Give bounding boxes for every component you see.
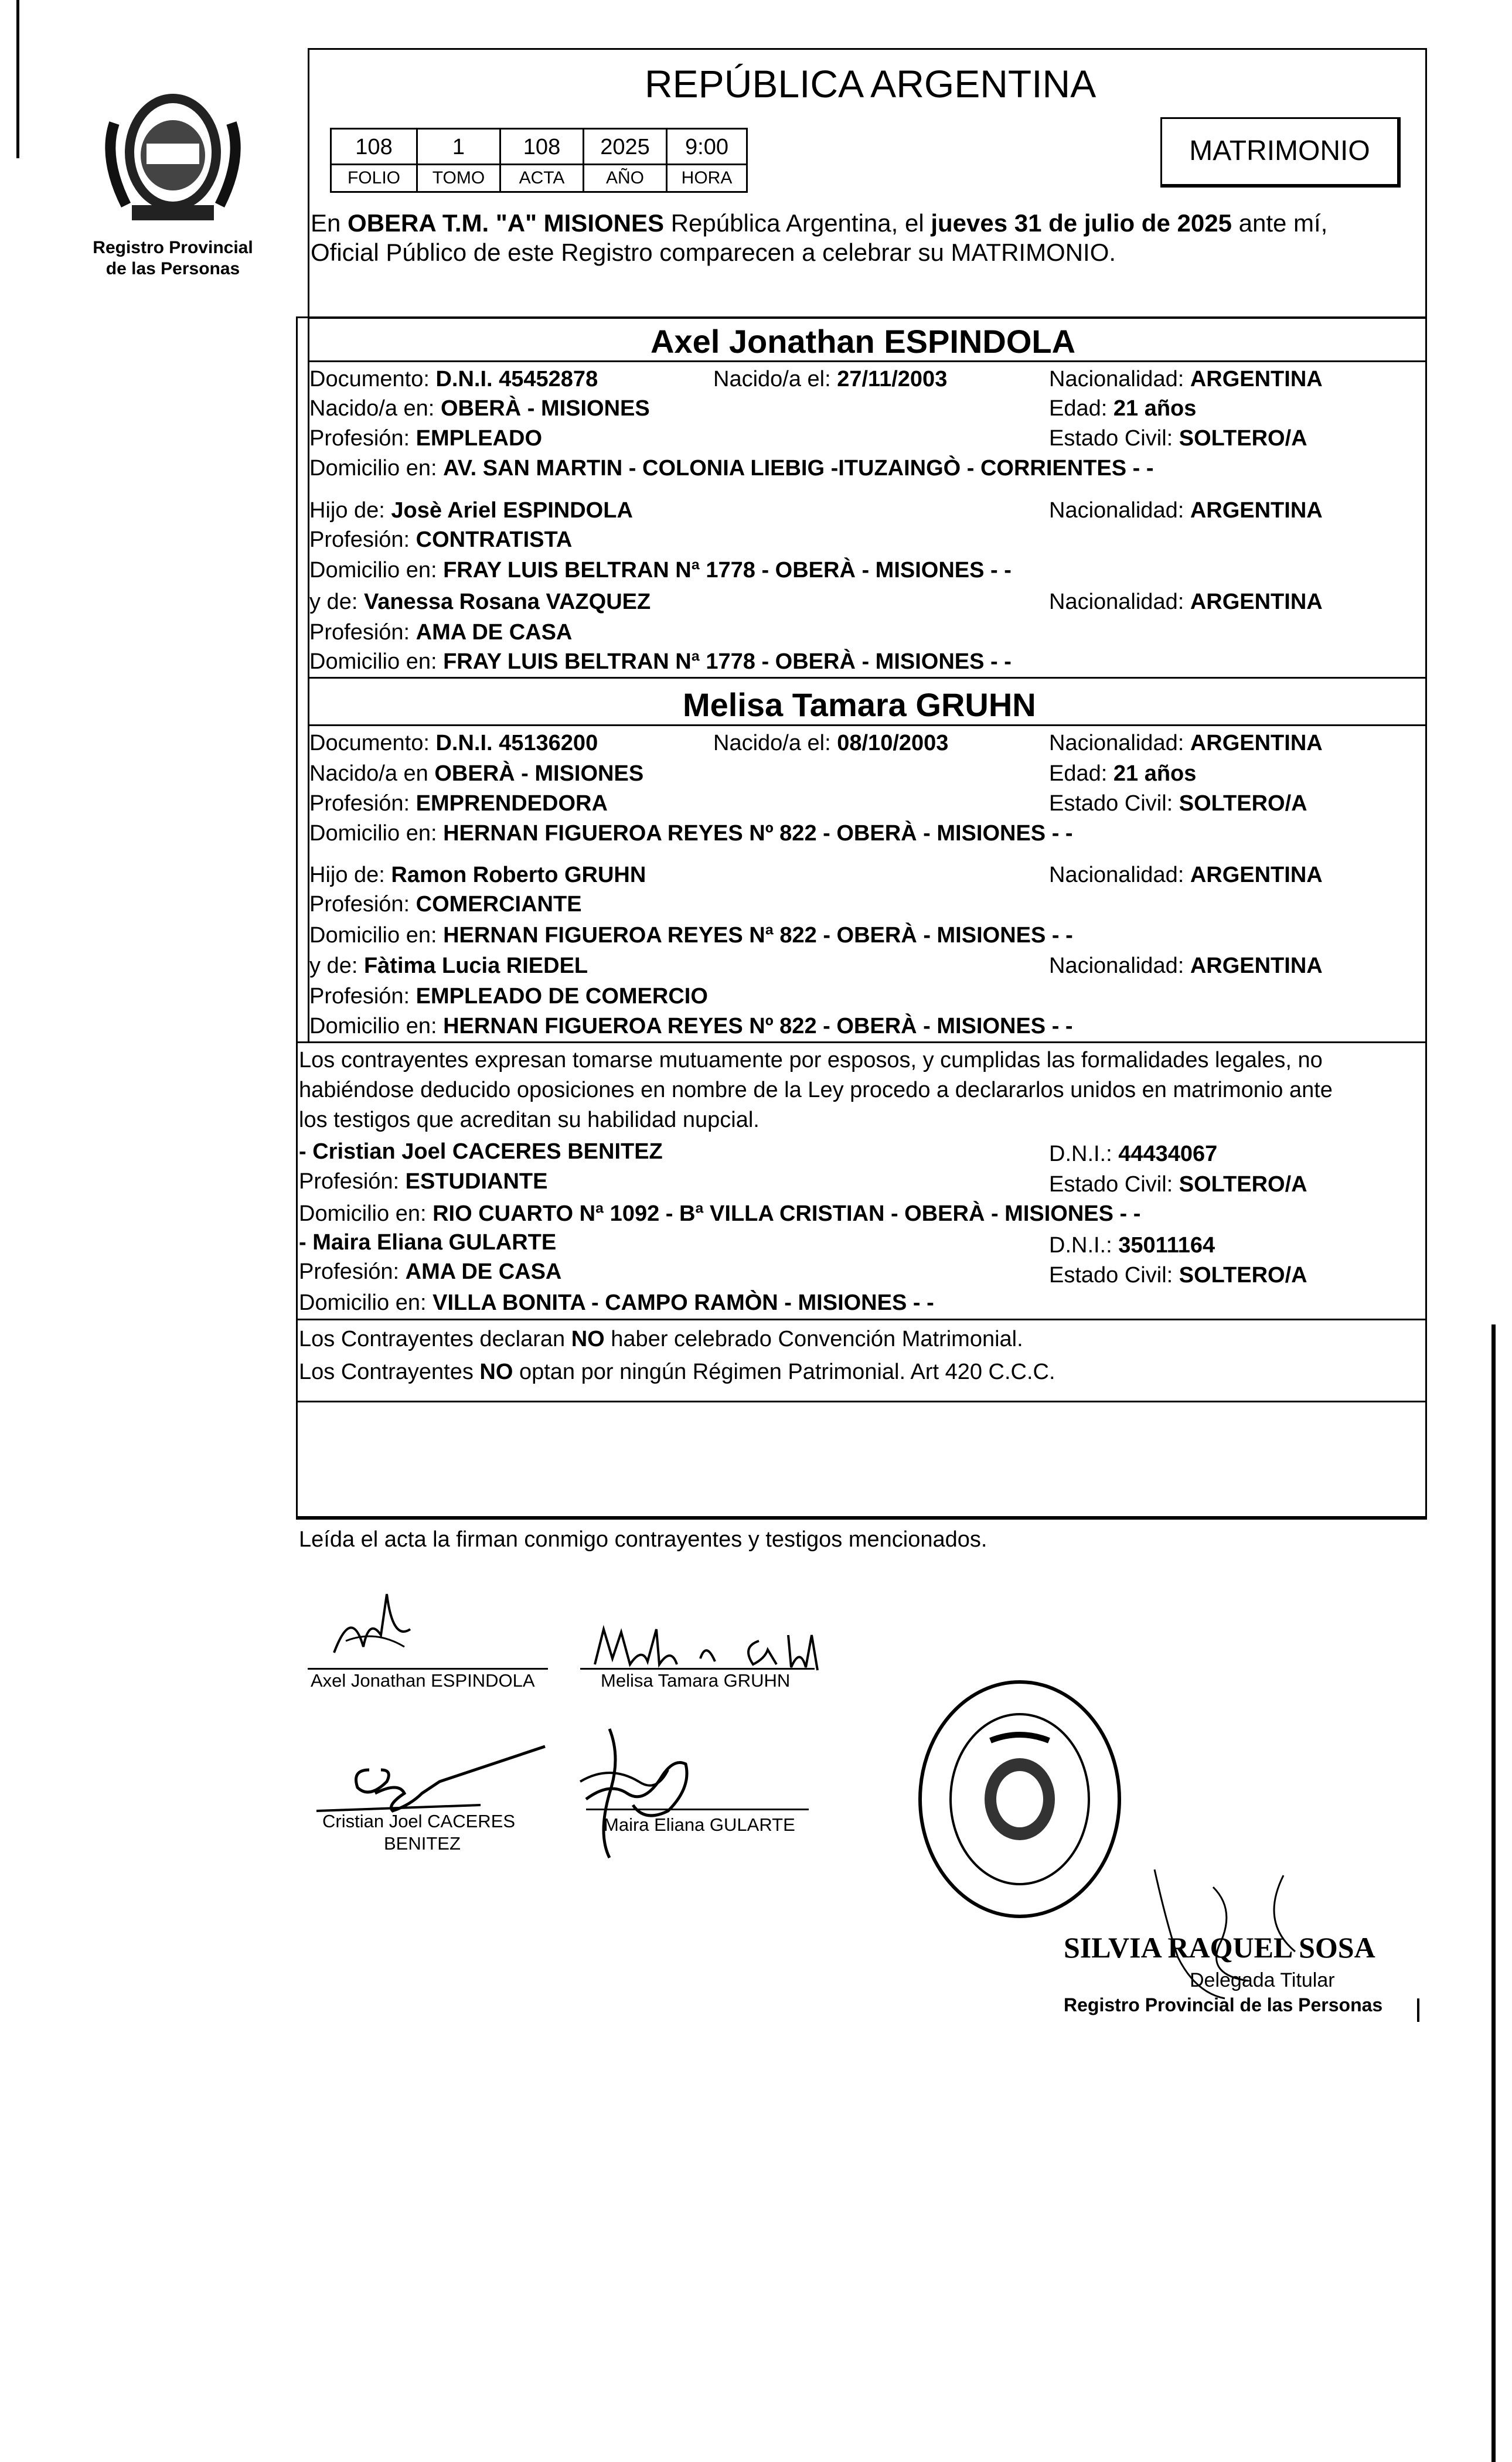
emphasis: NO [571,1327,605,1351]
label: Nacionalidad: [1049,498,1184,523]
spouse2-mother-address [309,1013,1073,1040]
spouse2-birthplace [309,760,643,787]
intro-text-c: ante mí, [1231,209,1328,237]
hora-value: 9:00 [685,135,728,159]
declaration-line-1: Los contrayentes expresan tomarse mutuamente por esposos, y cumplidas las formalidades legales, no [299,1048,1323,1072]
value: OBERÀ - MISIONES [440,396,650,421]
label: y de: [309,590,358,614]
signature-label-1: Axel Jonathan ESPINDOLA [311,1670,535,1691]
value: ARGENTINA [1190,590,1323,614]
spouse2-civil [1049,790,1307,817]
label: Profesión: [309,426,410,451]
spouse2-nationality [1049,730,1323,757]
value: HERNAN FIGUEROA REYES Nº 822 - OBERÀ - MISIONES - - [443,1014,1073,1038]
value: VILLA BONITA - CAMPO RAMÒN - MISIONES - - [433,1290,934,1315]
spouse2-mother-nationality [1049,952,1323,979]
left-margin-line [16,0,19,158]
value: Josè Ariel ESPINDOLA [391,498,633,523]
declaration-line-3: los testigos que acreditan su habilidad nupcial. [299,1108,760,1132]
acta-cell [499,128,584,165]
spouse1-father [309,497,633,524]
value: RIO CUARTO Nª 1092 - Bª VILLA CRISTIAN - OBERÀ - MISIONES - - [433,1201,1141,1226]
value: FRAY LUIS BELTRAN Nª 1778 - OBERÀ - MISIONES - - [443,558,1012,583]
value: 21 años [1113,761,1197,786]
value: 27/11/2003 [837,367,948,391]
regime-line-1 [299,1326,1023,1353]
official-stamp [914,1676,1125,1925]
label: Profesión: [299,1259,400,1284]
value: HERNAN FIGUEROA REYES Nª 822 - OBERÀ - MISIONES - - [443,923,1073,948]
signature-line-1 [308,1668,548,1670]
right-margin-line [1491,1324,1496,2462]
label: Nacido/a el: [713,367,831,391]
label: D.N.I.: [1049,1142,1112,1166]
label: D.N.I.: [1049,1233,1112,1258]
signature-line-4 [586,1809,809,1810]
spouse1-nationality [1049,366,1323,393]
hora-label: HORA [681,168,733,188]
label: Nacionalidad: [1049,590,1184,614]
value: AV. SAN MARTIN - COLONIA LIEBIG -ITUZAINGÒ - CORRIENTES - - [443,456,1154,481]
emphasis: NO [479,1360,513,1384]
signature-label-3a: Cristian Joel CACERES [322,1811,516,1831]
text: haber celebrado Convención Matrimonial. [604,1327,1023,1351]
value: 21 años [1113,396,1197,421]
folio-cell [330,128,418,165]
spouse1-father-nationality [1049,497,1323,524]
spouse1-address [309,455,1154,482]
value: ARGENTINA [1190,498,1323,523]
tomo-cell [416,128,501,165]
value: SOLTERO/A [1179,1172,1307,1197]
value: COMERCIANTE [416,892,582,917]
witness2-address [299,1289,934,1316]
official-org: Registro Provincial de las Personas [1064,1994,1383,2015]
logo-caption-1: Registro Provincial [93,238,253,257]
witness1-profession [299,1168,547,1195]
signature-label-2: Melisa Tamara GRUHN [601,1670,791,1691]
tomo-label: TOMO [432,168,485,188]
value: D.N.I. 45452878 [435,367,598,391]
witness1-dni [1049,1140,1217,1167]
spouse1-profession [309,425,542,452]
label: Domicilio en: [309,558,437,583]
value: AMA DE CASA [416,620,573,645]
label: Nacido/a en [309,761,428,786]
reading-statement: Leída el acta la firman conmigo contrayentes y testigos mencionados. [299,1527,987,1552]
intro-line-2: Oficial Público de este Registro comparecen a celebrar su MATRIMONIO. [311,239,1116,266]
label: Profesión: [309,620,410,645]
value: CONTRATISTA [416,527,573,552]
value: ARGENTINA [1190,954,1323,978]
spouse2-father-profession [309,891,582,918]
label: Profesión: [299,1169,400,1194]
label: Estado Civil: [1049,1172,1173,1197]
divider-witness-bottom [296,1319,1427,1320]
label: Profesión: [309,791,410,816]
spouse1-mother-nationality [1049,588,1323,615]
label: Domicilio en: [309,821,437,846]
label: Documento: [309,367,430,391]
spouse1-civil [1049,425,1307,452]
divider-spouse1-bottom [308,677,1427,679]
label: y de: [309,954,358,978]
spouse1-document [309,366,598,393]
value: FRAY LUIS BELTRAN Nª 1778 - OBERÀ - MISIONES - - [443,649,1012,674]
spouse2-born [713,730,948,757]
value: ARGENTINA [1190,731,1323,755]
ano-value: 2025 [600,135,650,159]
spouse2-mother-profession [309,983,708,1010]
value: SOLTERO/A [1179,426,1307,451]
label: Edad: [1049,396,1108,421]
hora-label-cell [666,164,748,193]
registry-logo [91,88,255,229]
value: Fàtima Lucia RIEDEL [363,954,588,978]
acta-label-cell [499,164,584,193]
spouse1-age [1049,395,1196,422]
spouse2-profession [309,790,608,817]
act-type: MATRIMONIO [1189,135,1370,166]
value: 08/10/2003 [837,731,949,755]
text: optan por ningún Régimen Patrimonial. Art 420 C.C.C. [513,1360,1055,1384]
label: Nacionalidad: [1049,731,1184,755]
spouse2-father [309,861,646,888]
value: ARGENTINA [1190,863,1323,887]
tomo-label-cell [416,164,501,193]
spouse1-born [713,366,947,393]
folio-value: 108 [355,135,393,159]
value: SOLTERO/A [1179,1263,1307,1288]
signature-label-4: Maira Eliana GULARTE [604,1814,795,1835]
label: Estado Civil: [1049,1263,1173,1288]
act-type-box [1160,117,1401,188]
divider-blank-bottom [296,1518,1427,1520]
divider-regime-bottom [296,1401,1427,1402]
label: Domicilio en: [309,1014,437,1038]
divider-spouse2-bottom [296,1041,1427,1043]
spouse2-mother [309,952,588,979]
spouse2-father-address [309,922,1073,949]
value: OBERÀ - MISIONES [434,761,644,786]
spouse2-father-nationality [1049,861,1323,888]
folio-label: FOLIO [347,168,400,188]
spouse1-mother-address [309,648,1012,675]
label: Domicilio en: [309,649,437,674]
value: ESTUDIANTE [405,1169,548,1194]
folio-label-cell [330,164,418,193]
label: Nacionalidad: [1049,863,1184,887]
spouse1-mother [309,588,651,615]
value: 35011164 [1118,1233,1215,1258]
divider-spouse1-top [308,360,1427,362]
value: AMA DE CASA [405,1259,562,1284]
value: 44434067 [1118,1142,1218,1166]
witness1-civil [1049,1171,1307,1198]
label: Estado Civil: [1049,426,1173,451]
country-title: REPÚBLICA ARGENTINA [645,62,1096,105]
signature-label-3b: BENITEZ [384,1833,461,1854]
declaration-line-2: habiéndose deducido oposiciones en nombre de la Ley procedo a declararlos unidos en matrimonio ante [299,1078,1333,1102]
value: EMPRENDEDORA [416,791,608,816]
value: SOLTERO/A [1179,791,1307,816]
value: HERNAN FIGUEROA REYES Nº 822 - OBERÀ - MISIONES - - [443,821,1073,846]
intro-text-b: República Argentina, el [664,209,931,237]
signature-line-2 [580,1668,815,1670]
label: Domicilio en: [299,1201,427,1226]
logo-caption-2: de las Personas [105,259,240,278]
regime-line-2 [299,1358,1055,1385]
value: Vanessa Rosana VAZQUEZ [363,590,651,614]
spouse1-name: Axel Jonathan ESPINDOLA [651,323,1076,360]
intro-text-a: En [311,209,348,237]
spouse1-father-address [309,557,1012,584]
label: Nacionalidad: [1049,367,1184,391]
hora-cell [666,128,748,165]
value: ARGENTINA [1190,367,1323,391]
acta-value: 108 [523,135,561,159]
ano-label: AÑO [605,168,644,188]
label: Domicilio en: [299,1290,427,1315]
signature-axel [316,1582,434,1679]
acta-label: ACTA [519,168,565,188]
intro-date: jueves 31 de julio de 2025 [931,209,1232,237]
witness1-name: - Cristian Joel CACERES BENITEZ [299,1139,663,1164]
label: Estado Civil: [1049,791,1173,816]
text: Los Contrayentes [299,1360,480,1384]
label: Profesión: [309,984,410,1009]
value: D.N.I. 45136200 [435,731,598,755]
label: Hijo de: [309,498,385,523]
official-name: SILVIA RAQUEL SOSA [1064,1931,1375,1964]
value: Ramon Roberto GRUHN [391,863,646,887]
label: Documento: [309,731,430,755]
label: Hijo de: [309,863,385,887]
ano-cell [583,128,668,165]
witness2-name: - Maira Eliana GULARTE [299,1230,557,1255]
spouse1-mother-profession [309,619,572,646]
spouse2-document [309,730,598,757]
label: Nacionalidad: [1049,954,1184,978]
spouse2-age [1049,760,1196,787]
spouse1-father-profession [309,526,572,553]
label: Domicilio en: [309,456,437,481]
witness2-dni [1049,1232,1215,1259]
value: EMPLEADO [416,426,543,451]
spouse2-name: Melisa Tamara GRUHN [683,686,1036,723]
signature-maira [574,1723,715,1867]
label: Edad: [1049,761,1108,786]
divider-spouse2-top [308,724,1427,726]
ano-label-cell [583,164,668,193]
witness1-address [299,1200,1140,1227]
official-right-mark [1417,1998,1419,2022]
spouse1-birthplace [309,395,650,422]
label: Domicilio en: [309,923,437,948]
label: Nacido/a en: [309,396,435,421]
label: Profesión: [309,892,410,917]
tomo-value: 1 [452,135,465,159]
label: Profesión: [309,527,410,552]
intro-place: OBERA T.M. "A" MISIONES [348,209,665,237]
value: EMPLEADO DE COMERCIO [416,984,708,1009]
witness2-civil [1049,1262,1307,1289]
witness2-profession [299,1258,561,1285]
label: Nacido/a el: [713,731,831,755]
text: Los Contrayentes declaran [299,1327,571,1351]
spouse2-address [309,820,1073,847]
intro-line-1 [311,210,1327,237]
official-title: Delegada Titular [1190,1969,1335,1991]
